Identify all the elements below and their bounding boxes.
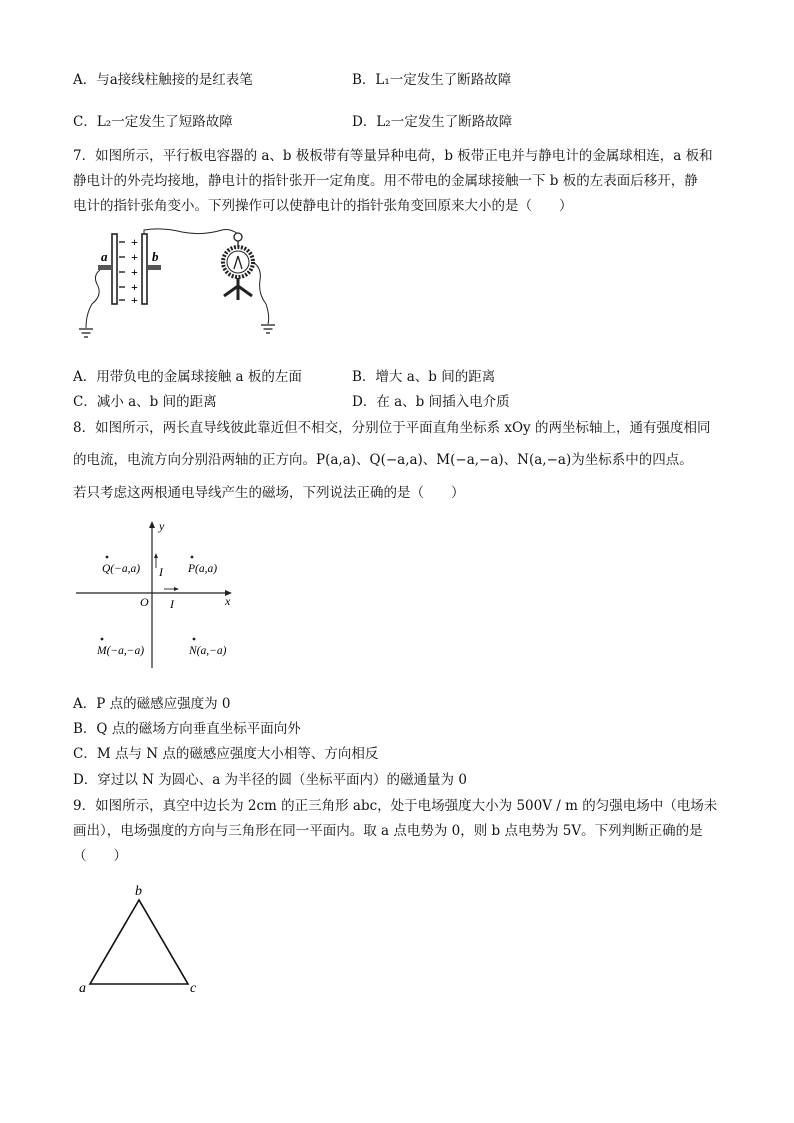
label-point-q: Q(−a,a) — [102, 563, 141, 575]
plus-charges — [131, 235, 138, 307]
minus-charges — [119, 242, 125, 300]
q7-option-a: A．用带负电的金属球接触 a 板的左面 — [73, 369, 302, 385]
q6-option-a: A．与a接线柱触接的是红表笔 — [73, 72, 253, 88]
plate-a-handle — [98, 265, 112, 270]
current-arrow-y — [154, 553, 158, 558]
label-point-p: P(a,a) — [188, 563, 218, 575]
label-a: a — [101, 249, 108, 264]
label-b: b — [152, 249, 159, 264]
q9-stem-line-3: （ ） — [73, 848, 127, 864]
plate-b — [142, 234, 147, 304]
q7-stem-line-2: 静电计的外壳均接地，静电计的指针张开一定角度。用不带电的金属球接触一下 b 板的左表面后移开，静 — [73, 173, 698, 189]
svg-text:+: + — [131, 235, 138, 249]
plate-a — [112, 234, 117, 304]
point-p-dot — [191, 556, 194, 559]
svg-text:+: + — [131, 250, 138, 264]
label-origin: O — [140, 595, 149, 609]
label-y: y — [159, 519, 165, 533]
ground-wire-a — [86, 270, 100, 328]
q9-stem-line-1: 9．如图所示，真空中边长为 2cm 的正三角形 abc，处于电场强度大小为 500V / m 的匀强电场中（电场未 — [73, 798, 718, 814]
q7-option-c: C．减小 a、b 间的距离 — [73, 394, 217, 410]
point-n-dot — [193, 638, 196, 641]
q7-option-d: D．在 a、b 间插入电介质 — [352, 394, 510, 410]
svg-text:+: + — [131, 265, 138, 279]
ground-symbol-a — [79, 329, 93, 337]
y-axis-arrow — [149, 521, 155, 528]
q7-stem-line-1: 7．如图所示，平行板电容器的 a、b 极板带有等量异种电荷，b 板带正电并与静电计的金属球相连，a 板和 — [73, 148, 713, 164]
q8-stem-line-3: 若只考虑这两根通电导线产生的磁场，下列说法正确的是（ ） — [73, 485, 465, 501]
q6-option-b: B．L₁一定发生了断路故障 — [352, 72, 512, 88]
label-current-y: I — [159, 565, 163, 579]
ground-symbol-electroscope — [261, 325, 275, 333]
q8-stem-line-2: 的电流，电流方向分别沿两轴的正方向。P(a,a)、Q(−a,a)、M(−a,−a)、N(a,−a)为坐标系中的四点。 — [73, 452, 693, 468]
q9-triangle-figure — [72, 880, 212, 1004]
q8-option-a: A．P 点的磁感应强度为 0 — [73, 696, 231, 712]
q7-capacitor-figure — [72, 224, 287, 352]
label-point-n: N(a,−a) — [189, 645, 227, 657]
wire-b-to-electroscope — [144, 229, 238, 234]
label-vertex-c: c — [190, 981, 197, 996]
q7-option-b: B．增大 a、b 间的距离 — [352, 369, 496, 385]
plate-b-handle — [147, 265, 161, 270]
ground-wire-electroscope — [253, 262, 269, 324]
q6-option-d: D．L₂一定发生了断路故障 — [352, 114, 513, 130]
q8-stem-line-1: 8．如图所示，两长直导线彼此靠近但不相交，分别位于平面直角坐标系 xOy 的两坐标轴上，通有强度相同 — [73, 420, 711, 436]
point-q-dot — [106, 556, 109, 559]
point-m-dot — [101, 638, 104, 641]
q9-stem-line-2: 画出），电场强度的方向与三角形在同一平面内。取 a 点电势为 0，则 b 点电势为 5V。下列判断正确的是 — [73, 823, 703, 839]
label-current-x: I — [170, 597, 174, 611]
label-vertex-b: b — [135, 884, 142, 899]
electroscope-stand — [224, 278, 252, 300]
label-point-m: M(−a,−a) — [97, 645, 145, 657]
label-vertex-a: a — [79, 981, 86, 996]
q8-coordinate-figure — [72, 516, 242, 670]
q6-option-c: C．L₂一定发生了短路故障 — [73, 114, 233, 130]
triangle-abc — [90, 900, 188, 984]
current-arrow-x — [174, 587, 179, 591]
label-x: x — [225, 594, 231, 608]
electroscope-ball — [234, 233, 242, 241]
q8-option-c: C．M 点与 N 点的磁感应强度大小相等、方向相反 — [73, 746, 379, 762]
svg-text:+: + — [131, 293, 138, 307]
svg-text:+: + — [131, 280, 138, 294]
q8-option-d: D．穿过以 N 为圆心、a 为半径的圆（坐标平面内）的磁通量为 0 — [73, 772, 467, 788]
q7-stem-line-3: 电计的指针张角变小。下列操作可以使静电计的指针张角变回原来大小的是（ ） — [73, 198, 573, 214]
q8-option-b: B．Q 点的磁场方向垂直坐标平面向外 — [73, 721, 301, 737]
